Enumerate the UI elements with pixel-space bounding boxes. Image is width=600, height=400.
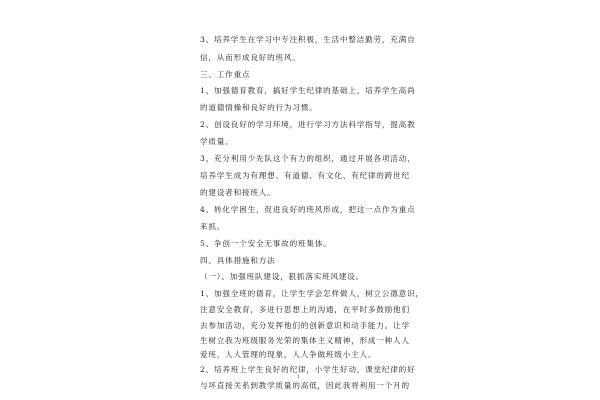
text-line: 2、创设良好的学习环境，进行学习方法科学指导，提高教 <box>200 120 416 129</box>
text-line: 与坏直接关系到教学质量的高低，因此我将利用一个月的 <box>200 381 410 390</box>
text-line: 5、争创一个安全无事故的班集体。 <box>200 239 332 248</box>
text-line: 的建设者和接班人。 <box>200 188 276 197</box>
text-line: 3、培养学生在学习中专注积极，生活中整洁勤劳，充满自 <box>200 35 416 44</box>
text-line: 去参加活动，充分发挥他们的创新意识和动手能力。让学 <box>200 321 410 330</box>
text-line: 来抓。 <box>200 222 226 231</box>
section-heading: 三、工作重点 <box>200 70 251 79</box>
page-number: 1 <box>297 374 301 380</box>
text-line: 培养学生成为有理想、有道德、有文化、有纪律的跨世纪 <box>200 171 410 180</box>
section-heading: 四、具体措施和方法 <box>200 256 276 265</box>
text-line: 1、加强全班的德育，让学生学会怎样做人，树立公德意识， <box>200 289 424 298</box>
text-line: 3、充分利用少先队这个有力的组织，通过开展各项活动， <box>200 154 416 163</box>
text-line: 注意安全教育，多进行思想上的沟通，在平时多鼓励他们 <box>200 305 410 314</box>
text-line: 信，从而形成良好的班风。 <box>200 53 301 62</box>
text-line: 4、转化学困生，促进良好的班风形成，把这一点作为重点 <box>200 205 416 214</box>
text-line: 爱班，人人管理的现象，人人争做班级小主人。 <box>200 350 377 359</box>
text-line: 的道德情操和良好的行为习惯。 <box>200 103 318 112</box>
text-line: 2、培养班上学生良好的纪律，小学生好动，课堂纪律的好 <box>200 365 416 374</box>
text-line: 1、加强德育教育，搞好学生纪律的基础上，培养学生高尚 <box>200 86 416 95</box>
text-line: 生树立我为班级服务光荣的集体主义精神，形成一种人人 <box>200 336 410 345</box>
text-line: 学质量。 <box>200 137 234 146</box>
subsection-heading: （一）、加强班队建设，狠抓落实班风建设。 <box>200 272 365 281</box>
